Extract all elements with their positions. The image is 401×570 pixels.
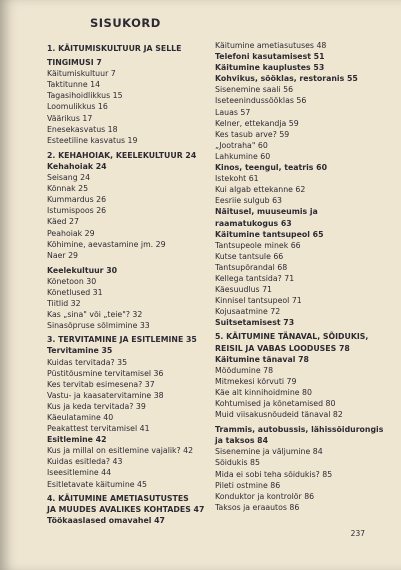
toc-entry: Vastu- ja kaasatervitamine 38	[47, 390, 164, 400]
toc-entry: Kus ja keda tervitada? 39	[47, 401, 146, 411]
toc-entry: Enesekasvatus 18	[47, 124, 118, 134]
toc-entry: Iseteenindussööklas 56	[215, 96, 307, 106]
toc-entry: Kojusaatmine 72	[215, 307, 281, 317]
toc-entry: Iseesitlemine 44	[47, 468, 112, 478]
toc-entry: Peahoiak 29	[47, 228, 95, 238]
toc-entry: Seisang 24	[47, 173, 91, 183]
toc-entry: Käed 27	[47, 217, 79, 227]
toc-section-heading: Kinos, teengul, teatris 60	[215, 163, 328, 173]
toc-entry: Kuidas tervitada? 35	[47, 357, 128, 367]
toc-entry: Tagasihoidlikkus 15	[47, 91, 123, 101]
toc-chapter-heading: 5. KÄITUMINE TÄNAVAL, SÕIDUKIS,	[215, 332, 369, 342]
toc-section-heading: Töökaaslased omavahel 47	[47, 515, 165, 525]
page-number: 237	[350, 529, 365, 538]
toc-entry: Istekoht 61	[215, 174, 259, 184]
toc-entry: Kas „sina" või „teie"? 32	[47, 310, 143, 320]
toc-section-heading: Käitumine tantsupeol 65	[215, 229, 324, 239]
toc-entry: Kõnnak 25	[47, 184, 89, 194]
toc-entry: Kes tervitab esimesena? 37	[47, 379, 155, 389]
toc-entry: Mida ei sobi teha sõidukis? 85	[215, 469, 333, 479]
toc-entry: Sinasõpruse sõlmimine 33	[47, 321, 150, 331]
toc-entry: Taktitunne 14	[47, 80, 101, 90]
toc-entry: Käeulatamine 40	[47, 413, 114, 422]
toc-right-column	[215, 40, 397, 513]
toc-entry: Kellega tantsida? 71	[215, 273, 295, 283]
toc-section-heading: Kehahoiak 24	[47, 161, 107, 171]
toc-entry: Tiitlid 32	[47, 299, 81, 309]
toc-section-heading: ja taksos 84	[215, 436, 269, 446]
toc-entry: Kummardus 26	[47, 195, 107, 205]
toc-entry: Käitumine ametiasutuses 48	[215, 41, 327, 50]
toc-entry: Kelner, ettekandja 59	[215, 118, 299, 128]
toc-entry: Muid viisakusnõudeid tänaval 82	[215, 410, 343, 420]
toc-entry: Peakattest tervitamisel 41	[47, 424, 150, 434]
toc-section-heading: Telefoni kasutamisest 51	[215, 52, 325, 62]
toc-entry: Käesuudlus 71	[215, 285, 273, 295]
toc-entry: Esteetiline kasvatus 19	[47, 135, 138, 145]
toc-entry: Käitumiskultuur 7	[47, 69, 116, 79]
toc-section-heading: Esitlemine 42	[47, 435, 107, 445]
toc-entry: Sisenemine ja väljumine 84	[215, 447, 323, 457]
page-title: SISUKORD	[90, 16, 161, 30]
toc-entry: Kõnetoon 30	[47, 276, 97, 286]
toc-section-heading: Trammis, autobussis, lähissõidurongis	[215, 425, 384, 435]
toc-entry: Eesriie sulgub 63	[215, 196, 283, 206]
toc-chapter-heading: 2. KEHAHOIAK, KEELEKULTUUR 24	[47, 150, 197, 160]
toc-entry: Kohtumised ja kõnetamised 80	[215, 399, 336, 408]
toc-chapter-heading: 4. KÄITUMINE AMETIASUTUSTES	[47, 493, 189, 503]
toc-section-heading: Suitsetamisest 73	[215, 318, 295, 328]
toc-section-heading: Kohvikus, sööklas, restoranis 55	[215, 74, 358, 84]
toc-entry: Esitletavate käitumine 45	[47, 479, 147, 489]
toc-section-heading: raamatukogus 63	[215, 218, 292, 228]
toc-section-heading: Keelekultuur 30	[47, 265, 118, 275]
toc-section-heading: Käitumine tänaval 78	[215, 354, 309, 364]
toc-entry: „Jootraha" 60	[215, 140, 268, 150]
toc-entry: Sõidukis 85	[215, 458, 260, 468]
toc-entry: Kinnisel tantsupeol 71	[215, 296, 302, 306]
toc-section-heading: Tervitamine 35	[47, 346, 113, 356]
toc-entry: Taksos ja eraautos 86	[215, 502, 300, 512]
toc-entry: Lahkumine 60	[215, 151, 271, 161]
toc-chapter-heading: TINGIMUSI 7	[47, 58, 102, 68]
toc-entry: Istumispoos 26	[47, 206, 107, 216]
toc-entry: Käe alt kinnihoidmine 80	[215, 387, 312, 397]
toc-section-heading: Käitumine kauplustes 53	[215, 63, 325, 73]
toc-entry: Naer 29	[47, 250, 79, 260]
toc-entry: Loomulikkus 16	[47, 102, 108, 112]
toc-chapter-heading: 3. TERVITAMINE JA ESITLEMINE 35	[47, 335, 197, 345]
toc-entry: Kutse tantsule 66	[215, 251, 284, 261]
toc-entry: Kõhimine, aevastamine jm. 29	[47, 239, 166, 249]
toc-section-heading: Näitusel, muuseumis ja	[215, 207, 318, 217]
toc-entry: Kes tasub arve? 59	[215, 129, 290, 139]
toc-entry: Sisenemine saali 56	[215, 85, 294, 95]
toc-chapter-heading: JA MUUDES AVALIKES KOHTADES 47	[47, 504, 205, 514]
toc-entry: Kus ja millal on esitlemine vajalik? 42	[47, 446, 194, 456]
toc-entry: Kuidas esitleda? 43	[47, 457, 123, 467]
toc-entry: Lauas 57	[215, 107, 251, 117]
toc-entry: Kõnetlused 31	[47, 287, 103, 297]
toc-entry: Tantsupõrandal 68	[215, 262, 288, 272]
toc-entry: Kui algab ettekanne 62	[215, 185, 306, 195]
toc-chapter-heading: REISIL JA VABAS LOODUSES 78	[215, 343, 350, 353]
toc-entry: Püstitõusmine tervitamisel 36	[47, 368, 164, 378]
toc-chapter-heading: 1. KÄITUMISKULTUUR JA SELLE	[47, 44, 182, 53]
toc-entry: Möödumine 78	[215, 365, 274, 375]
toc-left-column	[47, 40, 205, 526]
toc-entry: Konduktor ja kontrolör 86	[215, 491, 315, 501]
toc-entry: Mitmekesi kõrvuti 79	[215, 376, 297, 386]
toc-entry: Väärikus 17	[47, 113, 93, 123]
toc-entry: Tantsupeole minek 66	[215, 240, 301, 250]
toc-entry: Pileti ostmine 86	[215, 480, 281, 490]
